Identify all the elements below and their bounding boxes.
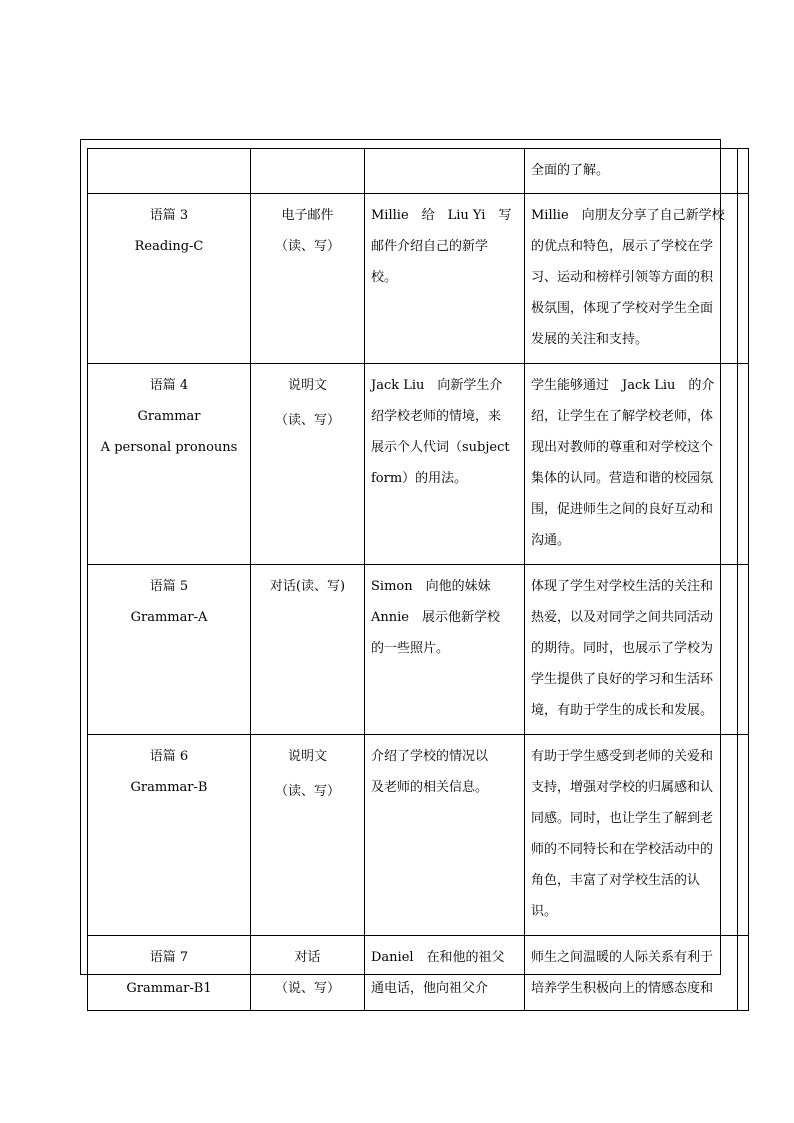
cell-value: [525, 194, 738, 364]
cell-line: Jack Liu 向新学生介: [371, 378, 503, 393]
cell-line: 的优点和特色，展示了学校在学: [531, 239, 714, 254]
cell-spacer: [738, 194, 749, 364]
cell-line: 体现了学生对学校生活的关注和: [531, 579, 714, 594]
cell-value: [525, 565, 738, 735]
cell-spacer: [738, 565, 749, 735]
table-row: [88, 149, 749, 194]
cell-line: （说、写）: [274, 981, 340, 996]
cell-line: 现出对教师的尊重和对学校这个: [531, 440, 714, 455]
cell-line: 支持，增强对学校的归属感和认: [531, 780, 714, 795]
cell-genre: [251, 735, 365, 936]
cell-line: 对话(读、写): [269, 579, 346, 594]
cell-line: 极氛围，体现了学校对学生全面: [531, 301, 714, 316]
cell-line: 语篇 7: [149, 950, 189, 965]
cell-line: （读、写）: [274, 413, 340, 428]
cell-line: Grammar-A: [130, 610, 208, 625]
cell-genre: [251, 565, 365, 735]
cell-line: 有助于学生感受到老师的关爱和: [531, 749, 714, 764]
cell-line: 培养学生积极向上的情感态度和: [531, 981, 714, 996]
cell-text: [88, 194, 251, 364]
cell-line: Grammar-B1: [126, 981, 212, 996]
cell-value: [525, 936, 738, 1011]
cell-value: [525, 735, 738, 936]
cell-content: [365, 735, 525, 936]
cell-genre: [251, 936, 365, 1011]
cell-line: （读、写）: [274, 784, 340, 799]
cell-line: Grammar-B: [130, 780, 208, 795]
cell-line: 语篇 5: [149, 579, 189, 594]
cell-line: 介绍了学校的情况以: [371, 749, 489, 764]
cell-spacer: [738, 936, 749, 1011]
cell-genre: [251, 364, 365, 565]
cell-line: 电子邮件: [281, 208, 334, 223]
cell-line: 学生能够通过 Jack Liu 的介: [531, 378, 715, 393]
cell-text: [88, 364, 251, 565]
cell-line: 角色，丰富了对学校生活的认: [531, 873, 701, 888]
cell-line: Daniel 在和他的祖父: [371, 950, 505, 965]
cell-line: form）的用法。: [371, 471, 468, 486]
cell-line: 学生提供了良好的学习和生活环: [531, 672, 714, 687]
cell-line: Grammar: [137, 409, 201, 424]
cell-line: 通电话，他向祖父介: [371, 981, 489, 996]
cell-line: 沟通。: [531, 533, 571, 548]
cell-line: 语篇 3: [149, 208, 189, 223]
cell-line: Annie 展示他新学校: [371, 610, 500, 625]
lesson-table: [87, 148, 749, 1011]
cell-line: 说明文: [287, 378, 327, 393]
cell-line: 展示个人代词（subject: [371, 440, 510, 455]
cell-line: Millie 向朋友分享了自己新学校: [531, 208, 725, 223]
cell-text: [88, 565, 251, 735]
table-row: [88, 364, 749, 565]
cell-line: 的期待。同时，也展示了学校为: [531, 641, 714, 656]
cell-content: [365, 194, 525, 364]
cell-line: A personal pronouns: [100, 440, 238, 455]
cell-spacer: [738, 149, 749, 194]
cell-spacer: [738, 735, 749, 936]
cell-line: 全面的了解。: [531, 163, 610, 178]
cell-line: 师的不同特长和在学校活动中的: [531, 842, 714, 857]
table-row: [88, 194, 749, 364]
cell-line: 的一些照片。: [371, 641, 450, 656]
cell-line: （读、写）: [274, 239, 340, 254]
table-row: [88, 735, 749, 936]
table-row: [88, 936, 749, 1011]
cell-content: [365, 936, 525, 1011]
cell-line: 对话: [294, 950, 321, 965]
cell-line: 及老师的相关信息。: [371, 780, 489, 795]
cell-line: 习、运动和榜样引领等方面的积: [531, 270, 714, 285]
cell-genre: [251, 149, 365, 194]
cell-line: Millie 给 Liu Yi 写: [371, 208, 512, 223]
cell-line: 语篇 4: [149, 378, 189, 393]
cell-spacer: [738, 364, 749, 565]
cell-text: [88, 735, 251, 936]
cell-line: 绍学校老师的情境，来: [371, 409, 502, 424]
cell-text: [88, 936, 251, 1011]
cell-line: 集体的认同。营造和谐的校园氛: [531, 471, 714, 486]
cell-line: 邮件介绍自己的新学: [371, 239, 489, 254]
cell-line: 围，促进师生之间的良好互动和: [531, 502, 714, 517]
cell-line: 校。: [371, 270, 398, 285]
cell-line: 识。: [531, 904, 558, 919]
cell-text: [88, 149, 251, 194]
cell-content: [365, 364, 525, 565]
cell-line: 说明文: [287, 749, 327, 764]
cell-line: 发展的关注和支持。: [531, 332, 649, 347]
cell-line: 热爱，以及对同学之间共同活动: [531, 610, 714, 625]
cell-value: [525, 364, 738, 565]
cell-line: 绍，让学生在了解学校老师，体: [531, 409, 714, 424]
cell-line: Simon 向他的妹妹: [371, 579, 491, 594]
cell-genre: [251, 194, 365, 364]
cell-line: 师生之间温暖的人际关系有利于: [531, 950, 714, 965]
cell-line: 境，有助于学生的成长和发展。: [531, 703, 714, 718]
cell-value: [525, 149, 738, 194]
cell-line: 语篇 6: [149, 749, 189, 764]
cell-line: Reading-C: [134, 239, 204, 254]
cell-content: [365, 565, 525, 735]
cell-content: [365, 149, 525, 194]
cell-line: 同感。同时，也让学生了解到老: [531, 811, 714, 826]
table-row: [88, 565, 749, 735]
